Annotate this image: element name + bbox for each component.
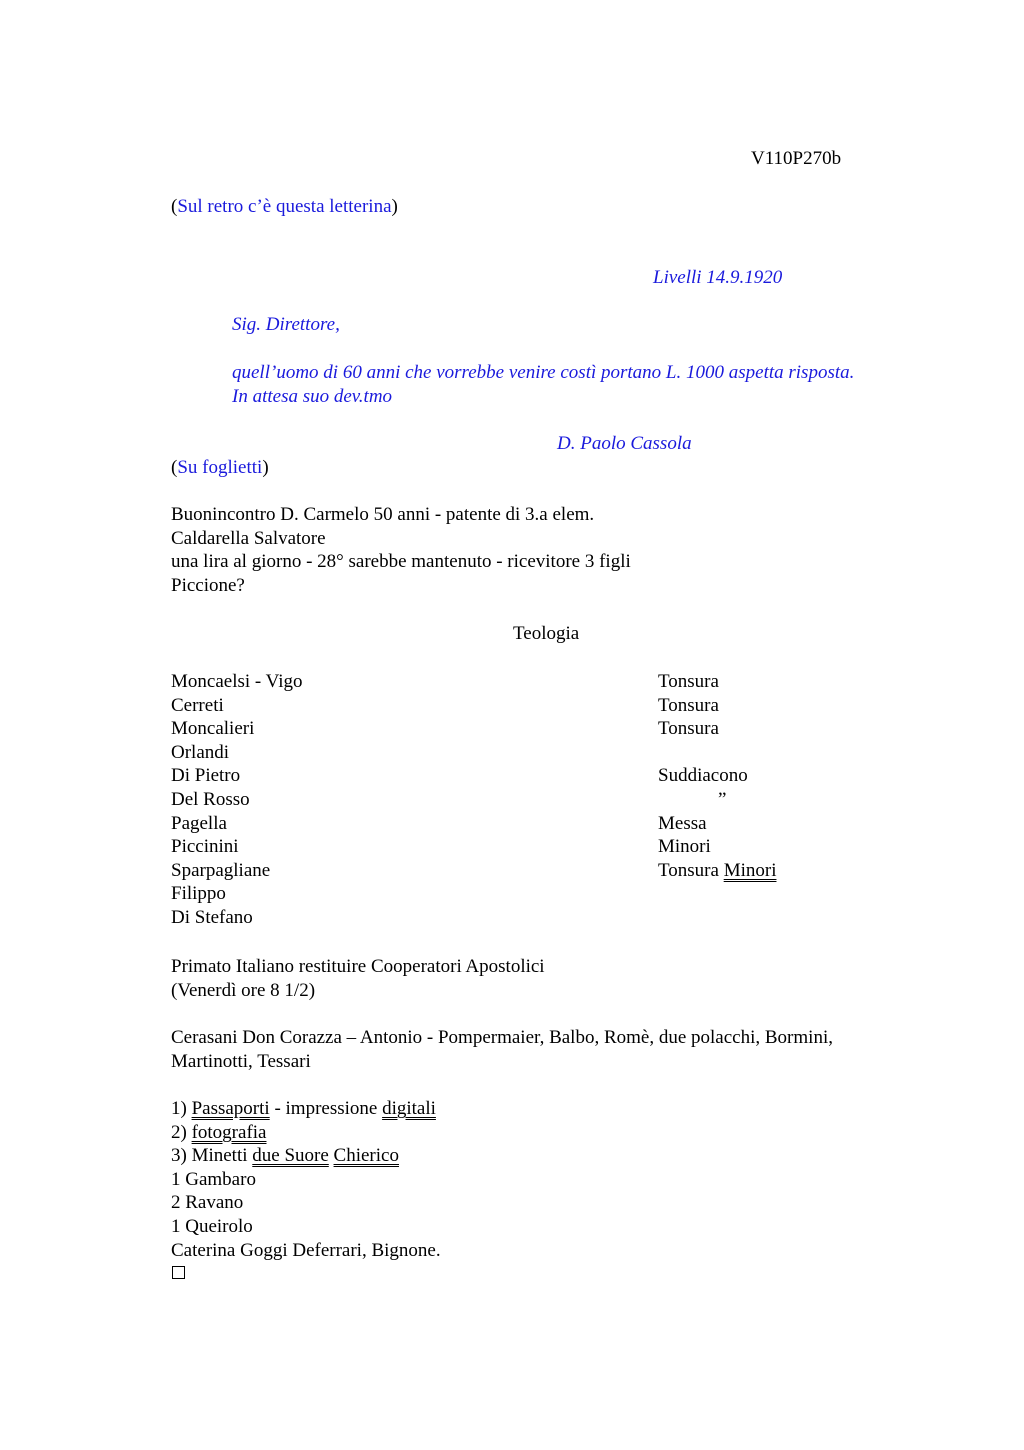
teologia-name: Del Rosso bbox=[171, 788, 250, 810]
cerasani-line: Cerasani Don Corazza – Antonio - Pompermaier, Balbo, Romè, due polacchi, Bormini, bbox=[171, 1027, 833, 1048]
teologia-name: Orlandi bbox=[171, 741, 230, 763]
primato-block bbox=[171, 955, 545, 1002]
ditto-mark: ” bbox=[718, 788, 727, 810]
teologia-order: Minori bbox=[658, 836, 711, 858]
underlined-word: Passaporti bbox=[191, 1098, 270, 1119]
empty-box-symbol bbox=[172, 1266, 185, 1279]
note-retro-text: Sul retro c’è questa letterina bbox=[177, 196, 392, 217]
teologia-order: Suddiacono bbox=[658, 765, 748, 787]
note-retro bbox=[171, 195, 398, 219]
document-id: V110P270b bbox=[751, 148, 842, 169]
underlined-word: due Suore bbox=[252, 1145, 329, 1167]
notes-line: Caldarella Salvatore bbox=[171, 527, 326, 549]
letter-body-line-1: quell’uomo di 60 anni che vorrebbe venire costì portano L. 1000 aspetta risposta. bbox=[232, 362, 855, 383]
list-number: 2) bbox=[171, 1121, 192, 1143]
list-item: Caterina Goggi Deferrari, Bignone. bbox=[171, 1239, 441, 1261]
list-item bbox=[171, 1121, 441, 1145]
teologia-order: Tonsura bbox=[658, 718, 719, 740]
teologia-order-underlined: Minori bbox=[723, 859, 777, 881]
teologia-name: Filippo bbox=[171, 883, 226, 905]
teologia-title: Teologia bbox=[513, 623, 580, 644]
paren-open: ( bbox=[171, 196, 178, 217]
underlined-word: fotografia bbox=[191, 1121, 267, 1143]
notes-line: una lira al giorno - 28° sarebbe mantenuto - ricevitore 3 figli bbox=[171, 551, 631, 573]
cerasani-line: Martinotti, Tessari bbox=[171, 1050, 311, 1072]
note-foglietti-text: Su foglietti bbox=[177, 457, 263, 478]
teologia-name: Cerreti bbox=[171, 694, 224, 716]
numbered-list bbox=[171, 1097, 441, 1262]
underlined-word: Chierico bbox=[333, 1145, 399, 1167]
teologia-order bbox=[658, 882, 776, 906]
paren-close: ) bbox=[391, 196, 398, 217]
teologia-name: Di Pietro bbox=[171, 765, 241, 787]
primato-line: (Venerdì ore 8 1/2) bbox=[171, 979, 316, 1001]
list-item bbox=[171, 1144, 441, 1168]
note-foglietti bbox=[171, 456, 269, 480]
paren-open: ( bbox=[171, 457, 178, 478]
teologia-name: Sparpagliane bbox=[171, 859, 271, 881]
teologia-name: Piccinini bbox=[171, 836, 239, 858]
teologia-order: Tonsura bbox=[658, 859, 719, 881]
cerasani-block bbox=[171, 1026, 833, 1073]
teologia-name: Moncaelsi - Vigo bbox=[171, 671, 303, 692]
underlined-word: digitali bbox=[382, 1098, 436, 1119]
teologia-name: Di Stefano bbox=[171, 906, 253, 928]
list-item: 1 Queirolo bbox=[171, 1215, 253, 1237]
teologia-order: Messa bbox=[658, 812, 707, 834]
letter-date: Livelli 14.9.1920 bbox=[653, 267, 783, 288]
teologia-order: Tonsura bbox=[658, 694, 719, 716]
list-item bbox=[171, 1097, 441, 1121]
letter-salutation: Sig. Direttore, bbox=[232, 314, 340, 335]
notes-block bbox=[171, 503, 631, 597]
list-text: - impressione bbox=[269, 1098, 383, 1119]
teologia-names bbox=[171, 670, 303, 930]
paren-close: ) bbox=[262, 457, 269, 478]
teologia-order bbox=[658, 741, 776, 765]
teologia-orders bbox=[658, 670, 776, 930]
teologia-name: Pagella bbox=[171, 812, 227, 834]
letter-signature: D. Paolo Cassola bbox=[557, 433, 692, 454]
teologia-order-row bbox=[658, 859, 776, 883]
notes-line: Buonincontro D. Carmelo 50 anni - patente di 3.a elem. bbox=[171, 504, 595, 525]
teologia-order: Tonsura bbox=[658, 671, 719, 692]
teologia-name: Moncalieri bbox=[171, 718, 255, 740]
teologia-order bbox=[658, 906, 776, 930]
list-number: 1) bbox=[171, 1098, 192, 1119]
list-item: 1 Gambaro bbox=[171, 1168, 256, 1190]
notes-line: Piccione? bbox=[171, 574, 245, 596]
list-item: 2 Ravano bbox=[171, 1192, 244, 1214]
primato-line: Primato Italiano restituire Cooperatori Apostolici bbox=[171, 956, 545, 977]
list-number: 3) Minetti bbox=[171, 1145, 253, 1167]
letter-body-line-2: In attesa suo dev.tmo bbox=[232, 386, 393, 407]
